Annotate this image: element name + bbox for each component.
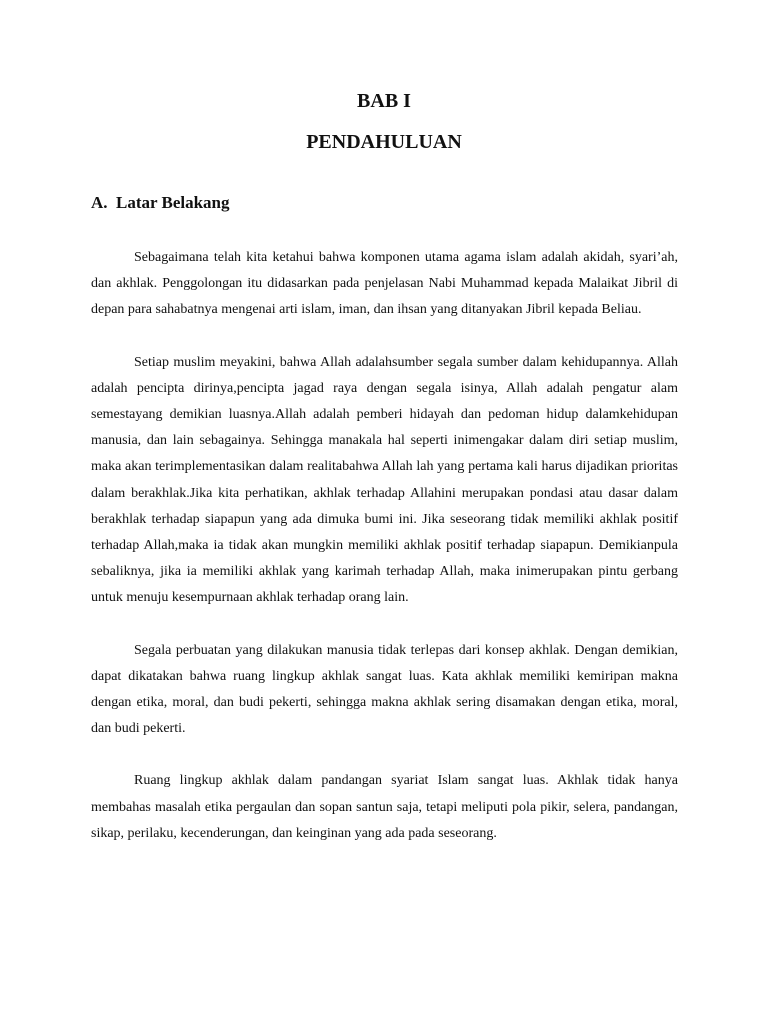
paragraph-2: Setiap muslim meyakini, bahwa Allah adalahsumber segala sumber dalam kehidupannya. Allah adalah pencipta dirinya,pencipta jagad raya dengan segala isinya, Allah adalah pengatur alam semestayang demikian luasnya.Allah adalah pemberi hidayah dan pedoman hidup dalamkehidupan manusia, dan lain sebagainya. Sehingga manakala hal seperti inimengakar dalam diri setiap muslim, maka akan terimplementasikan dalam realitabahwa Allah lah yang pertama kali harus dijadikan prioritas dalam berakhlak.Jika kita perhatikan, akhlak terhadap Allahini merupakan pondasi atau dasar dalam berakhlak terhadap siapapun yang ada dimuka bumi ini. Jika seseorang tidak memiliki akhlak positif terhadap Allah,maka ia tidak akan mungkin memiliki akhlak positif terhadap siapapun. Demikianpula sebaliknya, jika ia memiliki akhlak yang karimah terhadap Allah, maka inimerupakan pintu gerbang untuk menuju kesempurnaan akhlak terhadap orang lain.	[91, 354, 678, 606]
section-letter: A.	[91, 193, 108, 212]
paragraph-1: Sebagaimana telah kita ketahui bahwa komponen utama agama islam adalah akidah, syari’ah, dan akhlak. Penggolongan itu didasarkan pada penjelasan Nabi Muhammad kepada Malaikat Jibril di depan para sahabatnya mengenai arti islam, iman, dan ihsan yang ditanyakan Jibril kepada Beliau.	[91, 250, 678, 318]
chapter-title: PENDAHULUAN	[306, 131, 462, 153]
body-text	[91, 245, 678, 873]
paragraph-3: Segala perbuatan yang dilakukan manusia tidak terlepas dari konsep akhlak. Dengan demikian, dapat dikatakan bahwa ruang lingkup akhlak sangat luas. Kata akhlak memiliki kemiripan makna dengan etika, moral, dan budi pekerti, sehingga makna akhlak sering disamakan dengan etika, moral, dan budi pekerti.	[91, 642, 678, 737]
paragraph-4: Ruang lingkup akhlak dalam pandangan syariat Islam sangat luas. Akhlak tidak hanya membahas masalah etika pergaulan dan sopan santun saja, tetapi meliputi pola pikir, selera, pandangan, sikap, perilaku, kecenderungan, dan keinginan yang ada pada seseorang.	[91, 773, 678, 841]
section-title: Latar Belakang	[116, 193, 230, 212]
chapter-number: BAB I	[357, 90, 411, 112]
section-heading	[91, 193, 230, 213]
